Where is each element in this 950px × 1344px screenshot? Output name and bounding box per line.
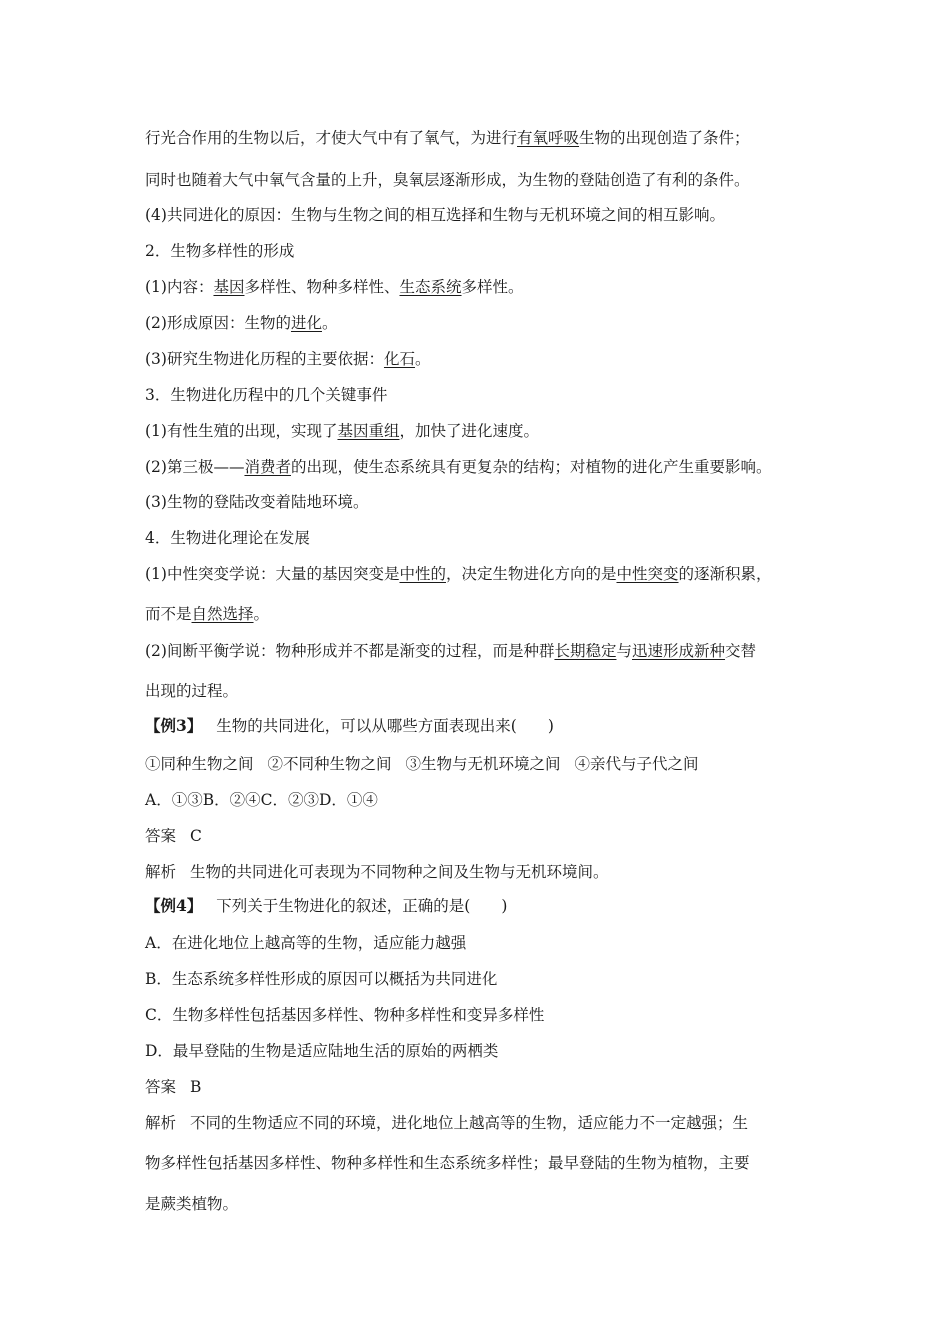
analysis-line [145,862,825,882]
underlined-term: 自然选择 [191,605,254,623]
answer-label: 答案 [145,1078,177,1096]
text-line: 同时也随着大气中氧气含量的上升，臭氧层逐渐形成，为生物的登陆创造了有利的条件。 [145,171,750,189]
text-line: 出现的过程。 [145,682,239,700]
text: 多样性。 [461,278,524,296]
text: (2)第三极—— [145,458,245,476]
text: 生物的出现创造了条件； [579,129,750,147]
choice-c: C．生物多样性包括基因多样性、物种多样性和变异多样性 [145,1006,545,1024]
section-heading: 4．生物进化理论在发展 [145,529,310,547]
text: 。 [253,605,270,623]
example-label: 【例3】 [145,716,203,735]
option: ④亲代与子代之间 [574,755,699,773]
text: 而不是 [145,605,192,623]
text: (2)间断平衡学说：物种形成并不都是渐变的过程，而是种群 [145,642,555,660]
text: (1)内容： [145,278,214,296]
underlined-term: 有氧呼吸 [517,129,580,147]
text: 交替 [725,642,757,660]
text-line [145,349,825,369]
text-line [145,564,825,584]
analysis-text: 生物的共同进化可表现为不同物种之间及生物与无机环境间。 [190,863,609,881]
text: 。 [321,314,338,332]
text: ，加快了进化速度。 [399,422,539,440]
underlined-term: 进化 [290,314,322,332]
analysis-text: 不同的生物适应不同的环境，进化地位上越高等的生物，适应能力不一定越强；生 [190,1114,749,1132]
text-line [145,457,825,477]
choice-a: A．在进化地位上越高等的生物，适应能力越强 [145,934,467,952]
text-line [145,641,825,661]
text: (3)研究生物进化历程的主要依据： [145,350,384,368]
text-line: (4)共同进化的原因：生物与生物之间的相互选择和生物与无机环境之间的相互影响。 [145,206,725,224]
option: ③生物与无机环境之间 [405,755,561,773]
option-row [145,754,825,774]
analysis-label: 解析 [145,863,177,881]
text-line [145,277,825,297]
answer-line [145,1077,825,1097]
underlined-term: 生态系统 [399,278,462,296]
text-line [145,313,825,333]
underlined-term: 基因重组 [337,422,400,440]
question-text: 生物的共同进化，可以从哪些方面表现出来( ) [216,717,554,735]
option: ②不同种生物之间 [267,755,392,773]
text-line [145,128,825,148]
text-line [145,604,825,624]
choice-b: B．生态系统多样性形成的原因可以概括为共同进化 [145,970,498,988]
underlined-term: 消费者 [244,458,291,476]
option: ①同种生物之间 [145,755,254,773]
analysis-label: 解析 [145,1114,177,1132]
text: 的出现，使生态系统具有更复杂的结构；对植物的进化产生重要影响。 [290,458,772,476]
underlined-term: 迅速形成新种 [632,642,726,660]
text: (1)中性突变学说：大量的基因突变是 [145,565,400,583]
underlined-term: 中性突变 [616,565,679,583]
text: (2)形成原因：生物的 [145,314,291,332]
example-label: 【例4】 [145,896,203,915]
analysis-line: 是蕨类植物。 [145,1195,239,1213]
text: (1)有性生殖的出现，实现了 [145,422,338,440]
text-line [145,421,825,441]
underlined-term: 基因 [213,278,245,296]
text: ，决定生物进化方向的是 [445,565,617,583]
answer-line [145,826,825,846]
choice-d: D．最早登陆的生物是适应陆地生活的原始的两栖类 [145,1042,499,1060]
text: 与 [616,642,632,660]
answer-value: C [190,827,202,845]
answer-value: B [190,1078,202,1096]
text: 多样性、物种多样性、 [244,278,400,296]
underlined-term: 化石 [383,350,415,368]
analysis-line: 物多样性包括基因多样性、物种多样性和生态系统多样性；最早登陆的生物为植物，主要 [145,1154,750,1172]
section-heading: 2．生物多样性的形成 [145,242,295,260]
text: 的逐渐积累， [678,565,772,583]
analysis-line [145,1113,825,1133]
example-question [145,716,825,736]
section-heading: 3．生物进化历程中的几个关键事件 [145,386,388,404]
text-line: (3)生物的登陆改变着陆地环境。 [145,493,369,511]
underlined-term: 长期稳定 [554,642,617,660]
choice-row: A．①③B．②④C．②③D．①④ [145,791,378,809]
text: 。 [414,350,431,368]
underlined-term: 中性的 [399,565,446,583]
text: 行光合作用的生物以后，才使大气中有了氧气，为进行 [145,129,518,147]
question-text: 下列关于生物进化的叙述，正确的是( ) [216,897,508,915]
example-question [145,896,825,916]
answer-label: 答案 [145,827,177,845]
